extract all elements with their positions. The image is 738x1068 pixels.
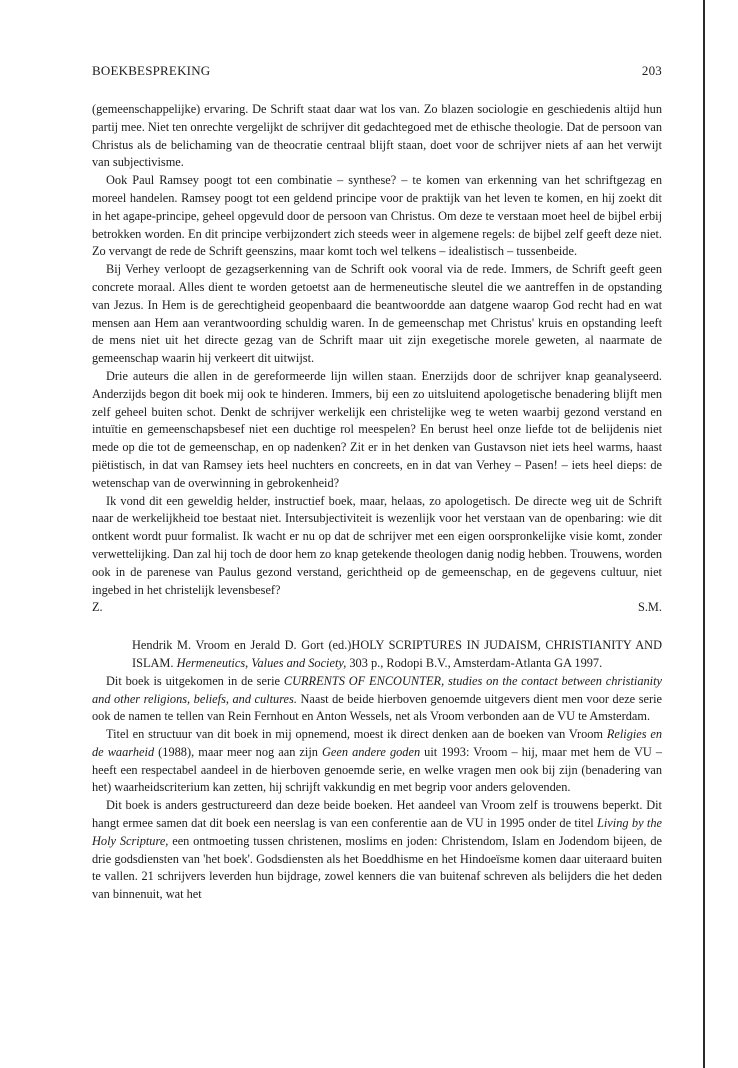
citation-series: Hermeneutics, Values and Society,	[176, 655, 347, 670]
paragraph	[92, 172, 662, 261]
text-run: Dit boek is uitgekomen in de serie	[106, 673, 284, 688]
text-run: (1988), maar meer nog aan zijn	[154, 744, 322, 759]
review-2-body	[92, 673, 662, 904]
paragraph: Drie auteurs die allen in de gereformeerde lijn willen staan. Enerzijds door de schrijver knap geanalyseerd. Anderzijds begon dit boek mij ook te hinderen. Immers, bij een zo uitsluitend apologetische benadering blijft men zelf geheel buiten schot. Denkt de schrijver werkelijk een christelijke weg te weten waarbij gezond verstand en intuïtie en gemeenschapsbesef niet een duchtige rol meespelen? En berust heel onze liefde tot de belijdenis niet mede op die tot de gemeenschap, en op nadenken? Zit er in het denken van Gustavson niet iets heel warms, haast piëtistisch, in dat van Ramsey iets heel nuchters en concreets, en in dat van Verhey – Pasen! – iets heel dieps: de wetenschap van de overwinning in gebrokenheid?	[92, 368, 662, 490]
paragraph-text: Ook Paul Ramsey poogt tot een combinatie – synthese? – te komen van erkenning van het schriftgezag en moreel handelen. Ramsey poogt tot een geldend principe voor de praktijk van het leven te komen, en hij zoekt dit in het agape-principe, geheel opgevuld door de persoon van Christus. Om deze te verstaan moet heel de bijbel erbij betrokken worden. En dit principe verbijzondert zich steeds weer in algemene regels: de bijbel zelf geeft deze niet. Zo vervangt de rede de Schrift geenszins, maar komt toch wel telkens – idealistisch – tussenbeide.	[92, 173, 662, 259]
page-number: 203	[641, 63, 662, 78]
series-title: CURRENTS OF ENCOUNTER, studies on the contact between christianity and other religions, beliefs, and cultures.	[92, 673, 663, 706]
citation-details: 303 p., Rodopi B.V., Amsterdam-Atlanta GA 1997.	[349, 655, 603, 670]
citation-title: HOLY SCRIPTURES IN JUDAISM, CHRISTIANITY AND ISLAM.	[132, 638, 663, 670]
book-title: Geen andere goden	[321, 744, 421, 759]
conference-title: Living by the Holy Scripture,	[92, 816, 662, 848]
review-1	[92, 101, 662, 617]
paragraph	[92, 797, 662, 904]
text-run: Dit boek is anders gestructureerd dan deze beide boeken. Het aandeel van Vroom zelf is trouwens beperkt. Dit hangt ermee samen dat dit boek een neerslag is van een conferentie aan de VU in 1995 onder de titel	[92, 798, 662, 831]
paragraph	[92, 726, 662, 797]
citation-authors: Hendrik M. Vroom en Jerald D. Gort (ed.)	[132, 638, 352, 653]
paragraph: Ik vond dit een geweldig helder, instructief boek, maar, helaas, zo apologetisch. De directe weg uit de Schrift naar de werkelijkheid toe bestaat niet. Intersubjectiviteit is wezenlijk voor het verstaan van de openbaring: wie dit ontkent wordt puur formalist. Ik wacht er nu op dat de schrijver met een eigen oorspronkelijke visie komt, zonder verwettelijking. Dan zal hij toch de door hem zo knap getekende theologen danig nodig hebben. Trouwens, worden ook in de parenese van Paulus gezond verstand, gerichtheid op de gemeenschap, en de gegevens cultuur, niet ingebed in het christelijk levensbesef?	[92, 493, 662, 597]
section-title: BOEKBESPREKING	[92, 63, 211, 78]
signature-initials: S.M.	[637, 600, 662, 615]
document-page	[92, 62, 662, 904]
review-2-citation	[132, 637, 662, 673]
text-run: een ontmoeting tussen christenen, moslims en joden: Christendom, Islam en Jodendom bijeen, de drie godsdiensten van 'het boek'. Godsdiensten als het Boeddhisme en het Hindoeïsme komen daar uiteraard buiten te vallen. 21 schrijvers leverden hun bijdrage, zowel kenners die van buitenaf schreven als belijders die het deden van binnenuit, wat het	[92, 833, 662, 902]
text-run: Titel en structuur van dit boek in mij opnemend, moest ik direct denken aan de boeken van Vroom	[106, 727, 607, 742]
paragraph: Bij Verhey verloopt de gezagserkenning van de Schrift ook vooral via de rede. Immers, de Schrift geeft geen concrete moraal. Alles dient te worden getoetst aan de hermeneutische sleutel die we aantreffen in de opstanding van Jezus. In Hem is de gerechtigheid geopenbaard die beantwoordde aan datgene waarop God recht had en wat mensen aan Hem aan verantwoording schuldig waren. In de gemeenschap met Christus' kruis en opstanding leeft de mens niet uit het directe gezag van de Schrift maar uit zijn exegetische morele geweten, al naarmate de gemeenschap waarin hij verkeert dit uitwijst.	[92, 262, 662, 366]
text-run: uit 1993: Vroom – hij, maar met hem de VU – heeft een respectabel aandeel in de hierboven genoemde serie, en welke vragen men ook bij zijn (benadering van het) waarheidscriterium kan zetten, hij schrijft vakkundig en met begrip voor anders gelovenden.	[92, 744, 663, 795]
book-title: Religies en de waarheid	[92, 727, 662, 759]
running-head	[92, 62, 662, 84]
page-edge-line	[703, 0, 705, 1068]
citation	[132, 637, 662, 673]
text-run: Naast de beide hierboven genoemde uitgevers dient men voor deze serie ook de namen te tellen van Rein Fernhout en Anton Wessels, net als Vroom verbonden aan de VU te Amsterdam.	[92, 691, 662, 724]
paragraph	[92, 673, 662, 726]
signature-line	[92, 599, 662, 617]
paragraph: (gemeenschappelijke) ervaring. De Schrift staat daar wat los van. Zo blazen sociologie en geschiedenis altijd hun partij mee. Niet ten onrechte vergelijkt de schrijver dit gedachtegoed met de ethische theologie. Dat de persoon van Christus als de belichaming van de theocratie centraal blijft staan, doet voor de schrijver niets af aan het verwijt van subjectivisme.	[92, 102, 662, 170]
signature-place: Z.	[92, 600, 103, 615]
